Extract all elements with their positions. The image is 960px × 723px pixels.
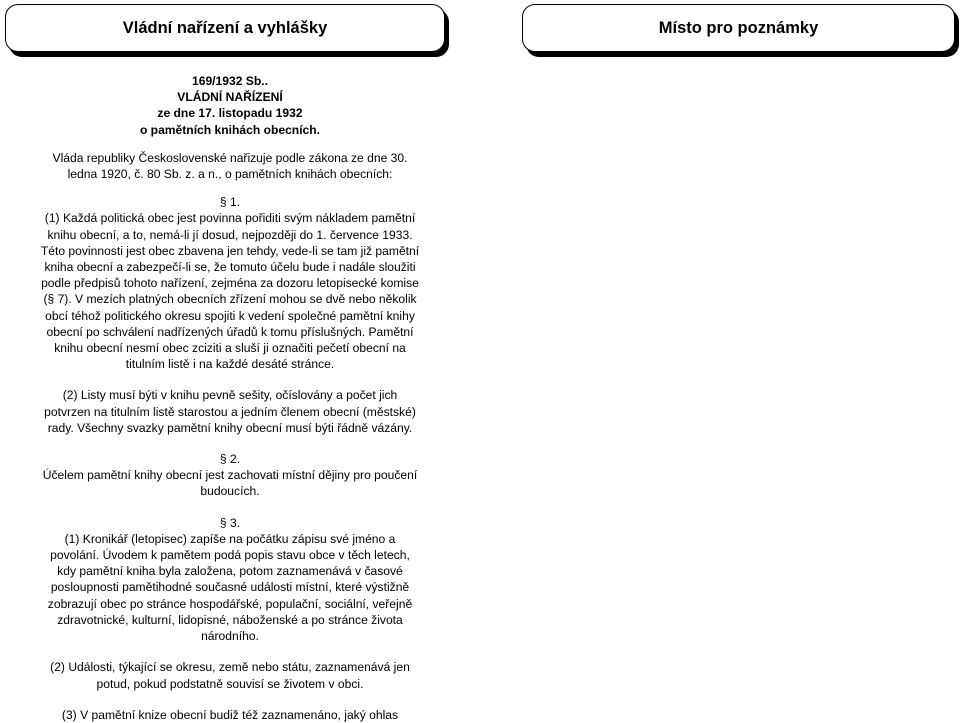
- section-2-heading: § 2.: [219, 452, 241, 467]
- header-left-title: Vládní nařízení a vyhlášky: [122, 18, 328, 37]
- header-right-box: [522, 4, 955, 52]
- section-3-heading: § 3.: [219, 515, 241, 530]
- section-1-paragraph-1: (1) Každá politická obec jest povinna pořiditi svým nákladem pamětní knihu obecní, a to, nemá-li jí dosud, nejpozději do 1. července 1933. Této povinnosti jest obec zbavena jen tehdy, vede-li se tam již pamětní kniha obecní a zabezpečí-li se, že tomuto účelu bude i nadále sloužiti podle předpisů tohoto nařízení, zejména za dozoru letopisecké komise (§ 7). V mezích platných obecních zřízení mohou se dvě nebo několik obcí téhož politického okresu spojiti k vedení společné pamětní knihy obecní po schválení nadřízených úřadů k tomu příslušných. Pamětní knihu obecní nesmí obec zciziti a sluší ji označiti pečetí obecní na titulním listě i na každé desáté stránce.: [40, 211, 420, 372]
- section-3-paragraph-2: (2) Události, týkající se okresu, země nebo státu, zaznamenává jen potud, pokud podstatně souvisí se životem v obci.: [50, 660, 410, 691]
- section-1-heading: § 1.: [219, 195, 241, 210]
- document-body: [40, 73, 420, 723]
- header-right-title: Místo pro poznámky: [658, 18, 819, 37]
- doc-number: 169/1932 Sb..: [192, 74, 268, 88]
- doc-type: VLÁDNÍ NAŘÍZENÍ: [177, 90, 283, 105]
- header-left-box: [5, 4, 445, 52]
- doc-date: ze dne 17. listopadu 1932: [157, 106, 303, 121]
- doc-subject: o pamětních knihách obecních.: [139, 122, 321, 137]
- section-2-paragraph-1: Účelem pamětní knihy obecní jest zachovati místní dějiny pro poučení budoucích.: [42, 468, 418, 499]
- doc-preamble: Vláda republiky Československé nařizuje podle zákona ze dne 30. ledna 1920, č. 80 Sb. z. a n., o pamětních knihách obecních:: [52, 150, 408, 182]
- document-title-block: [40, 73, 420, 138]
- section-1-paragraph-2: (2) Listy musí býti v knihu pevně sešity, očíslovány a počet jich potvrzen na titulním listě starostou a jedním členem obecní (městské) rady. Všechny svazky pamětní knihy obecní musí býti řádně vázány.: [44, 388, 416, 435]
- section-3-paragraph-3: (3) V pamětní knize obecní budiž též zaznamenáno, jaký ohlas: [61, 707, 399, 722]
- section-3-paragraph-1: (1) Kronikář (letopisec) zapíše na počátku zápisu své jméno a povolání. Úvodem k pamětem podá popis stavu obce v těch letech, kdy pamětní kniha byla založena, potom zaznamenává v časové posloupnosti pamětihodné současné události místní, které výstižně zobrazují obec po stránce hospodářské, populační, sociální, veřejně zdravotnické, kulturní, lidopisné, náboženské a po stránce života národního.: [47, 531, 413, 644]
